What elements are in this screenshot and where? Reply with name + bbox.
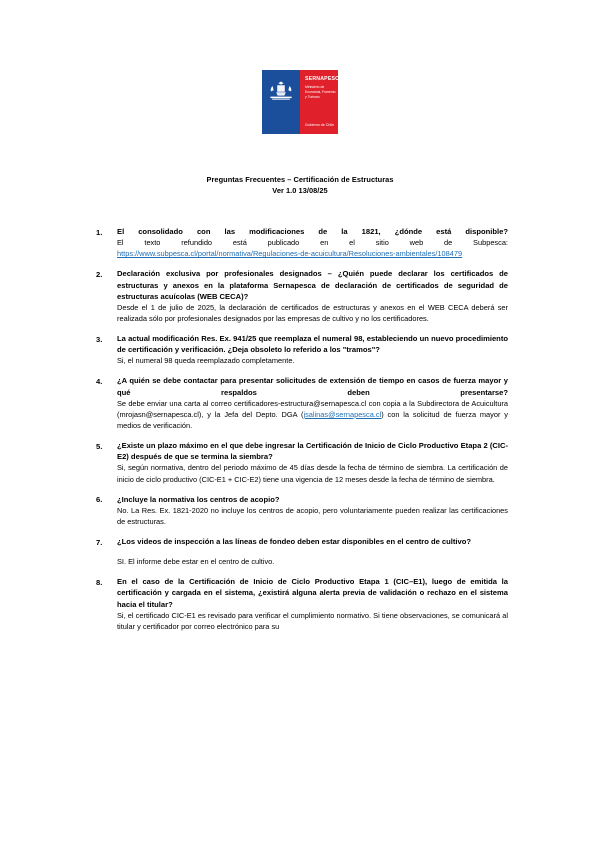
faq-number: 7. xyxy=(96,537,103,547)
faq-number: 2. xyxy=(96,269,103,279)
faq-item xyxy=(96,333,508,366)
faq-question: ¿Los videos de inspección a las líneas de fondeo deben estar disponibles en el centro de cultivo? xyxy=(117,537,472,547)
faq-body xyxy=(117,536,508,567)
logo-left-panel xyxy=(262,70,300,134)
faq-item xyxy=(96,576,508,632)
faq-body xyxy=(117,576,508,632)
faq-answer: SI. El informe debe estar en el centro de cultivo. xyxy=(117,557,275,567)
faq-question: La actual modificación Res. Ex. 941/25 que reemplaza el numeral 98, estableciendo un nuevo procedimiento de certificación y verificación. ¿Deja obsoleto lo referido a los "tramos"? xyxy=(117,334,508,355)
sernapesca-logo xyxy=(262,70,344,134)
faq-answer: Desde el 1 de julio de 2025, la declaración de certificados de estructuras y anexos en el WEB CECA deberá ser realizada sólo por profesionales designados por las empresas de cultivo y no los certificadores. xyxy=(117,302,508,323)
coat-of-arms-icon xyxy=(268,80,294,102)
faq-number: 8. xyxy=(96,577,103,587)
title-main: Preguntas Frecuentes – Certificación de Estructuras xyxy=(206,175,394,184)
faq-item xyxy=(96,440,508,485)
logo-right-panel xyxy=(300,70,344,134)
faq-body xyxy=(117,226,508,259)
faq-question: ¿Existe un plazo máximo en el que debe ingresar la Certificación de Inicio de Ciclo Productivo Etapa 2 (CIC-E2) después de que se termina la siembra? xyxy=(117,441,508,462)
faq-number: 1. xyxy=(96,227,103,237)
faq-answer-part2: ) con la solicitud de fuerza mayor y medios de verificación. xyxy=(117,409,508,431)
page-title xyxy=(0,174,600,197)
faq-question: Declaración exclusiva por profesionales designados – ¿Quién puede declarar los certificados de estructuras y anexos en la plataforma Sernapesca de declaración de certificados de seguridad de estructuras acuícolas (WEB CECA)? xyxy=(117,269,508,301)
logo-government-text: Gobierno de Chile xyxy=(305,123,334,128)
faq-answer-part1: Se debe enviar una carta al correo certificadores-estructura@sernapesca.cl con copia a la Subdirectora de Acuicultura (mrojasn@sernapesca.cl), y la Jefa del Depto. DGA ( xyxy=(117,398,508,419)
jsalinas-email-link[interactable]: jsalinas@sernapesca.cl xyxy=(303,409,382,419)
faq-question: ¿Incluye la normativa los centros de acopio? xyxy=(117,494,280,504)
faq-body xyxy=(117,268,508,324)
faq-body xyxy=(117,440,508,485)
faq-question: En el caso de la Certificación de Inicio de Ciclo Productivo Etapa 1 (CIC–E1), luego de emitida la certificación y cargada en el sistema, ¿existirá alguna alerta previa de validación o rechazo en el sistema hacia el titular? xyxy=(117,577,508,609)
logo-ministry-text: Ministerio de Economía, Fomento y Turismo xyxy=(305,85,336,99)
logo-container xyxy=(0,70,600,134)
faq-list xyxy=(96,226,508,641)
faq-question: ¿A quién se debe contactar para presentar solicitudes de extensión de tiempo en casos de fuerza mayor y qué respaldos deben presentarse? xyxy=(117,376,508,397)
faq-number: 4. xyxy=(96,376,103,386)
faq-answer: Si, según normativa, dentro del periodo máximo de 45 días desde la fecha de término de siembra. La certificación de inicio de ciclo productivo (CIC-E1 + CIC-E2) tiene una vigencia de 12 meses desde la fecha de término de siembra. xyxy=(117,463,508,484)
subpesca-link[interactable]: https://www.subpesca.cl/portal/normativa/Regulaciones-de-acuicultura/Resoluciones-ambientales/108479 xyxy=(117,249,463,259)
faq-answer: El texto refundido está publicado en el sitio web de Subpesca: xyxy=(117,238,508,248)
faq-body xyxy=(117,494,508,527)
faq-item xyxy=(96,494,508,527)
faq-number: 3. xyxy=(96,334,103,344)
faq-item xyxy=(96,375,508,431)
logo-brand-text: SERNAPESCA xyxy=(305,76,344,82)
faq-answer: Si, el certificado CIC-E1 es revisado para verificar el cumplimiento normativo. Si tiene observaciones, se comunicará al titular y certificador por correo electrónico para su xyxy=(117,610,508,631)
faq-body xyxy=(117,375,508,431)
faq-number: 5. xyxy=(96,441,103,451)
faq-answer: No. La Res. Ex. 1821-2020 no incluye los centros de acopio, pero voluntariamente pueden realizar las certificaciones de estructuras. xyxy=(117,505,508,526)
faq-item xyxy=(96,226,508,259)
faq-answer: Si, el numeral 98 queda reemplazado completamente. xyxy=(117,356,295,366)
faq-number: 6. xyxy=(96,495,103,505)
faq-question: El consolidado con las modificaciones de la 1821, ¿dónde está disponible? xyxy=(117,227,508,236)
title-version: Ver 1.0 13/08/25 xyxy=(272,186,328,196)
faq-item xyxy=(96,268,508,324)
faq-item xyxy=(96,536,508,567)
faq-body xyxy=(117,333,508,366)
